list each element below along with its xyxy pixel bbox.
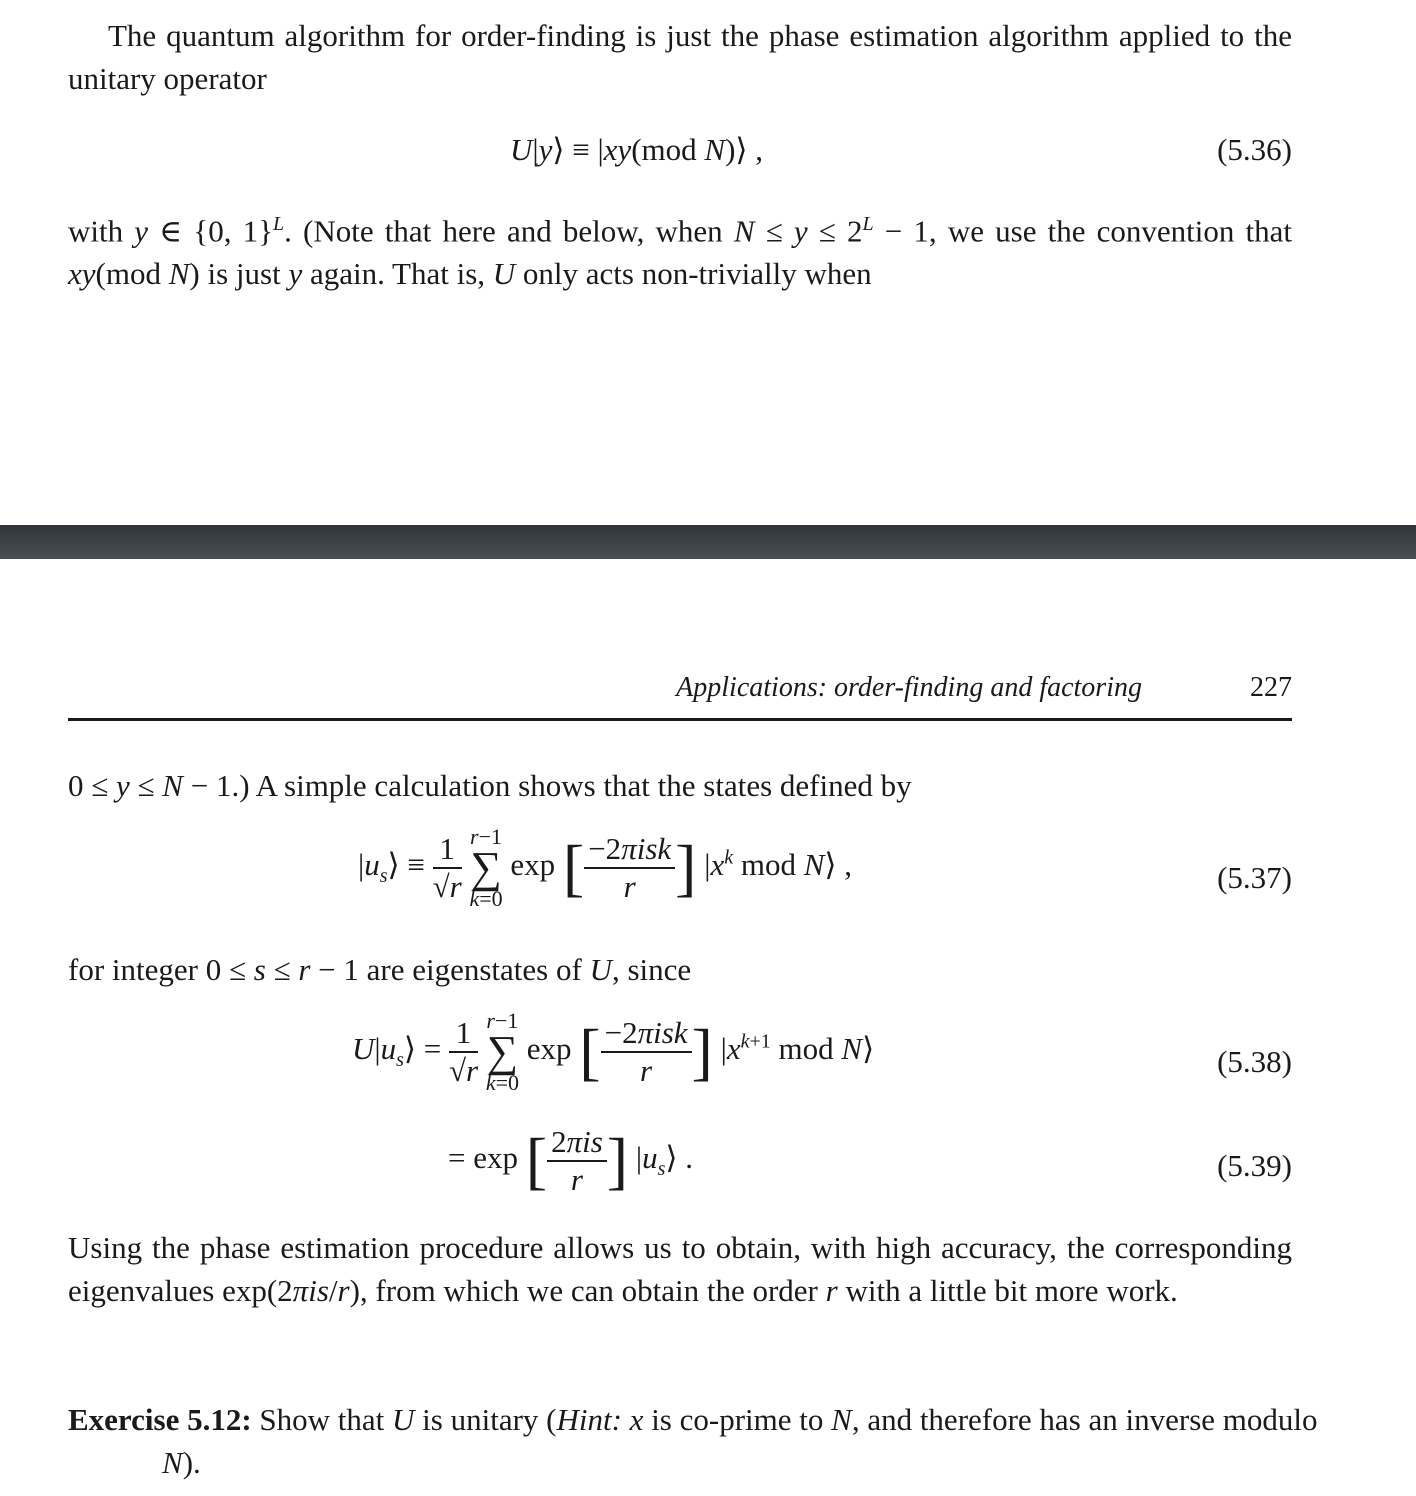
text-run: ), from which we can obtain the order [349,1273,818,1308]
equation-number-5-36: (5.36) [1217,132,1292,167]
text-run: ). [182,1445,201,1480]
text-run: , and therefore has an inverse modulo [851,1402,1318,1437]
paragraph-intro [68,14,1292,100]
text-run: is co-prime to [651,1402,824,1437]
paragraph-states: 0 ≤ y ≤ N − 1.) A simple calculation shows that the states defined by [68,768,912,803]
exercise-label: Exercise 5.12: [68,1402,252,1437]
equation-5-39-body: = exp [ $\frac{\text{2πis}}{r}$ ] $|u_s⟩$ . [448,1124,693,1197]
equation-5-38-body: $U|u_s⟩$ = $\frac{1}{√r}$ r−1 ∑ k=0 exp [ $\frac{\text{−2πisk}}{r}$ ] $|x^{k+1}$ mod N⟩ [352,1008,875,1095]
intro-text: The quantum algorithm for order-finding is just the phase estimation algorithm applied to the unitary operator [68,18,1292,96]
page-number: 227 [1250,672,1292,703]
text-run: is just [207,256,281,292]
text-run: again. That is, [309,256,486,292]
text-run: . (Note that here and below, when [284,213,723,249]
text-run: with [68,213,124,249]
equation-5-37 [68,826,1292,936]
text-run: are eigenstates of [366,952,582,987]
text-run: , we use the convention that [928,213,1293,249]
equation-number-5-37: (5.37) [1217,860,1292,895]
equation-number-5-39: (5.39) [1217,1148,1292,1183]
exercise-5-12: Exercise 5.12: Show that U is unitary (Hint: x is co-prime to N, and therefore has an inverse modulo N). [68,1402,1318,1480]
text-run: with a little bit more work. [845,1273,1178,1308]
hint-label: Hint: [556,1402,622,1437]
text-run: A simple calculation shows that the states defined by [255,768,912,803]
running-header [68,668,1292,721]
equation-5-38 [68,1010,1292,1120]
header-title: Applications: order-finding and factoring [676,672,1142,703]
text-run: Using the phase estimation procedure allows us to obtain, with high accuracy, the corresponding eigenvalues exp(2 [68,1230,1292,1308]
text-run: is unitary ( [422,1402,557,1437]
equation-5-37-body: $|u_s⟩$ ≡ $\frac{1}{√r}$ r−1 ∑ k=0 exp [ $\frac{\text{−2πisk}}{r}$ ] $|x^k$ mod N⟩ , [358,824,853,911]
text-run: Show that [259,1402,385,1437]
page-divider [0,525,1416,559]
text-run: for integer [68,952,198,987]
paragraph-phase-estimation: Using the phase estimation procedure allows us to obtain, with high accuracy, the corresponding eigenvalues exp(2πis/r), from which we can obtain the order r with a little bit more work. [68,1230,1292,1308]
paragraph-convention: with y ∈ {0, 1}$^L$. (Note that here and below, when $N \le y \le 2^L - 1$, we use the convention that xy(mod N) is just y again. That is, U only acts non-trivially when [68,213,1293,292]
equation-number-5-38: (5.38) [1217,1044,1292,1079]
equation-5-39 [68,1124,1292,1214]
text-run: , since [611,952,692,987]
equation-5-36-body: U|y⟩ ≡ |xy(mod N)⟩ , [510,132,763,167]
text-run: only acts non-trivially when [522,256,872,292]
equation-5-36 [68,132,1292,192]
paragraph-eigenstates: for integer 0 ≤ s ≤ r − 1 are eigenstates of U, since [68,952,692,987]
